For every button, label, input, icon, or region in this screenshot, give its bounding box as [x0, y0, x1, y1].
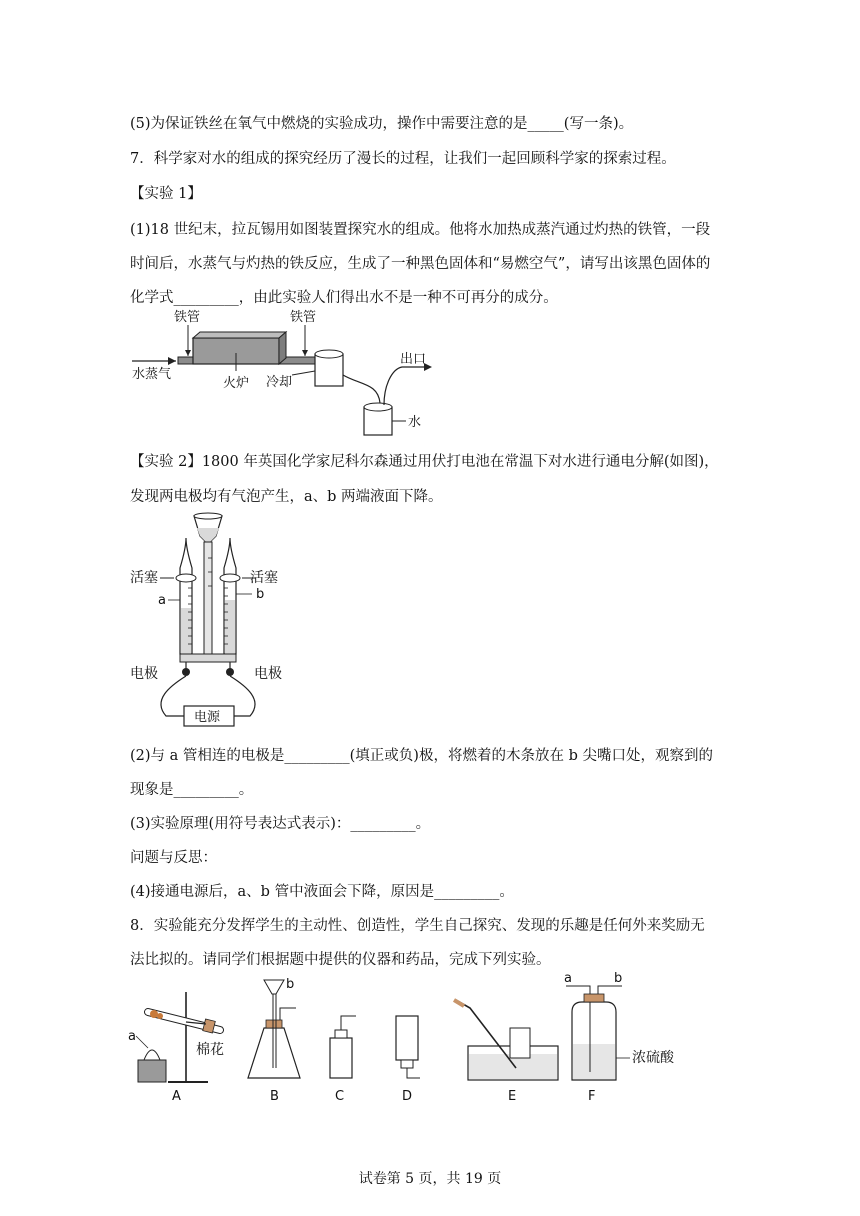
- tube-a-label: a: [158, 593, 166, 608]
- furnace-label: 火炉: [223, 376, 250, 391]
- conc-sulfuric-acid-label: 浓硫酸: [632, 1050, 674, 1066]
- electrode-left-label: 电极: [130, 666, 158, 682]
- caption-F: F: [588, 1089, 596, 1104]
- iron-tube-left-label: 铁管: [174, 310, 201, 325]
- lamp-a-label: a: [128, 1029, 136, 1044]
- page-footer: 试卷第 5 页，共 19 页: [358, 1171, 502, 1187]
- stopcock-right-label: 活塞: [250, 570, 278, 586]
- experiment-2-line-1: 【实验 2】1800 年英国化学家尼科尔森通过用伏打电池在常温下对水进行通电分解(如图)，: [130, 454, 719, 470]
- iron-tube-right-label: 铁管: [290, 310, 317, 325]
- cotton-label: 棉花: [196, 1042, 224, 1058]
- bottle-f-b-label: b: [614, 972, 623, 986]
- tube-b-label: b: [256, 587, 265, 602]
- cooling-label: 冷却: [266, 375, 293, 390]
- reflection-heading: 问题与反思：: [130, 850, 217, 866]
- experiment-1-heading: 【实验 1】: [130, 186, 202, 202]
- caption-C: C: [335, 1089, 345, 1104]
- steam-label: 水蒸气: [132, 367, 172, 382]
- caption-D: D: [402, 1089, 413, 1104]
- lab-apparatus-figure: [128, 972, 698, 1106]
- question-8-line-1: 8．实验能充分发挥学生的主动性、创造性，学生自己探究、发现的乐趣是任何外来奖励无: [130, 918, 705, 934]
- question-7-text: 7．科学家对水的组成的探究经历了漫长的过程，让我们一起回顾科学家的探索过程。: [130, 151, 676, 167]
- caption-B: B: [270, 1089, 279, 1104]
- lavoisier-apparatus-figure: [130, 305, 450, 445]
- outlet-label: 出口: [400, 352, 427, 367]
- part-4-text: (4)接通电源后，a、b 管中液面会下降，原因是_________。: [130, 884, 514, 900]
- flask-b-label: b: [286, 977, 295, 992]
- caption-A: A: [172, 1089, 181, 1104]
- part-2-line-1: (2)与 a 管相连的电极是_________(填正或负)极，将燃着的木条放在 b 尖嘴口处，观察到的: [130, 748, 713, 764]
- part-2-line-2: 现象是_________。: [130, 782, 254, 798]
- part-3-text: (3)实验原理(用符号表达式表示)：_________。: [130, 816, 431, 832]
- bottle-f-a-label: a: [564, 972, 572, 986]
- caption-E: E: [508, 1089, 517, 1104]
- electrolysis-apparatus-figure: [130, 508, 300, 730]
- question-5-text: (5)为保证铁丝在氧气中燃烧的实验成功，操作中需要注意的是_____(写一条)。: [130, 116, 634, 132]
- part-1-line-1: (1)18 世纪末，拉瓦锡用如图装置探究水的组成。他将水加热成蒸汽通过灼热的铁管，一段: [130, 222, 711, 238]
- part-1-line-3: 化学式_________，由此实验人们得出水不是一种不可再分的成分。: [130, 290, 558, 306]
- water-label: 水: [408, 415, 422, 430]
- power-source-label: 电源: [194, 710, 221, 725]
- part-1-line-2: 时间后，水蒸气与灼热的铁反应，生成了一种黑色固体和“易燃空气”，请写出该黑色固体的: [130, 256, 711, 272]
- question-8-line-2: 法比拟的。请同学们根据题中提供的仪器和药品，完成下列实验。: [130, 952, 551, 968]
- electrode-right-label: 电极: [254, 666, 282, 682]
- stopcock-left-label: 活塞: [130, 570, 158, 586]
- experiment-2-line-2: 发现两电极均有气泡产生，a、b 两端液面下降。: [130, 489, 443, 505]
